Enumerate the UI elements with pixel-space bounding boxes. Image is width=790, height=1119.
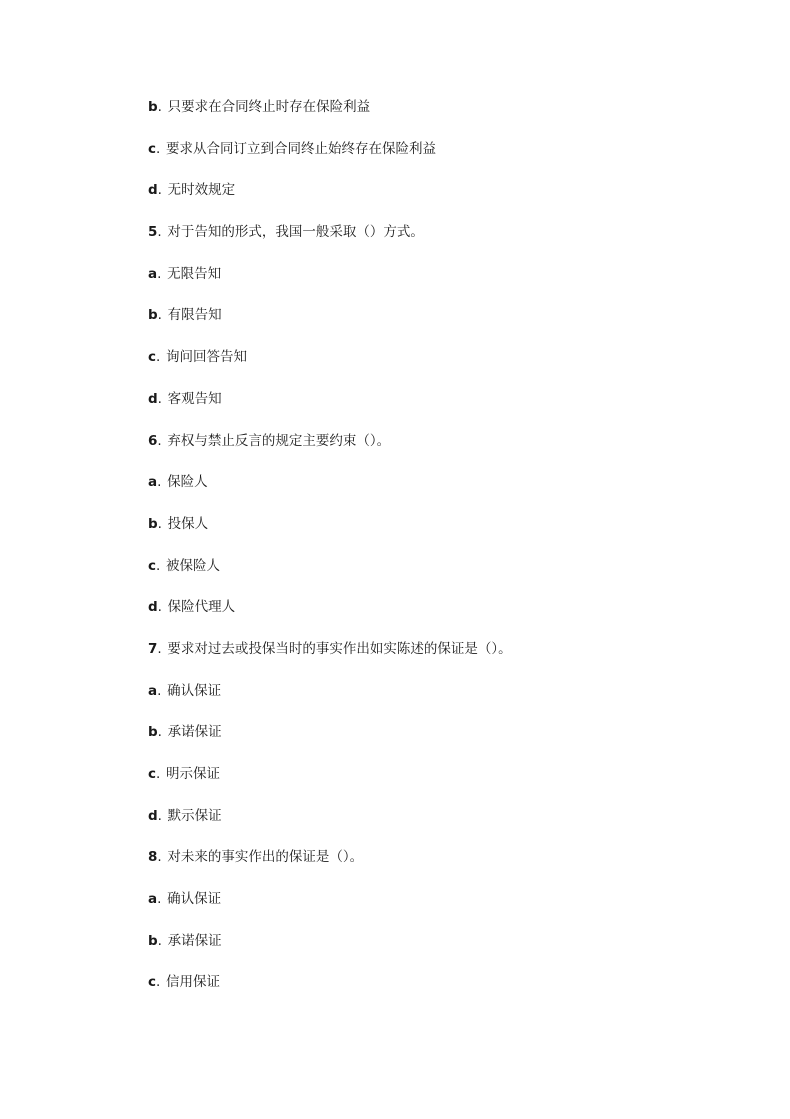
item-separator: . [157,99,162,115]
item-text: 信用保证 [166,974,221,991]
question-text: 对未来的事实作出的保证是（）。 [167,849,364,866]
item-label: d [148,390,158,407]
item-separator: . [157,224,162,241]
item-label: d [148,599,158,616]
item-text: 承诺保证 [167,724,222,741]
item-separator: . [157,390,162,407]
question-number: 8 [148,849,158,866]
item-separator: . [157,515,162,532]
item-separator: . [157,807,162,824]
item-separator: . [157,724,162,741]
item-separator: . [157,182,162,199]
item-label: c [148,766,157,782]
list-item [148,555,748,597]
list-item [148,596,748,638]
item-separator: . [157,307,162,324]
list-item [148,763,748,805]
list-item [148,304,748,346]
item-text: 询问回答告知 [166,349,248,366]
list-item [148,388,748,430]
item-label: a [148,891,158,908]
question-item [148,846,748,888]
item-separator: . [156,974,161,991]
item-separator: . [157,849,162,866]
list-item [148,346,748,388]
item-separator: . [157,432,162,449]
item-separator: . [156,766,161,782]
question-text: 弃权与禁止反言的规定主要约束（）。 [167,432,391,449]
item-text: 确认保证 [167,682,222,699]
item-separator: . [157,265,162,282]
item-separator: . [157,599,162,616]
question-item [148,430,748,472]
item-separator: . [157,640,162,657]
item-label: b [148,99,158,115]
list-item [148,179,748,221]
item-label: b [148,724,158,741]
item-label: c [148,974,157,991]
item-label: c [148,349,157,366]
item-separator: . [157,682,162,699]
item-text: 只要求在合同终止时存在保险利益 [167,99,371,115]
list-item [148,263,748,305]
item-text: 明示保证 [166,766,221,782]
item-text: 默示保证 [167,807,222,824]
item-text: 客观告知 [167,390,222,407]
item-text: 有限告知 [167,307,222,324]
list-item [148,930,748,972]
item-separator: . [156,140,161,157]
question-text: 要求对过去或投保当时的事实作出如实陈述的保证是（）。 [167,640,512,657]
question-text: 对于告知的形式，我国一般采取（）方式。 [167,224,424,241]
item-text: 被保险人 [166,557,221,574]
item-separator: . [157,891,162,908]
question-number: 6 [148,432,158,449]
item-text: 保险代理人 [167,599,236,616]
list-item [148,96,748,138]
item-label: c [148,557,157,574]
list-item [148,721,748,763]
item-text: 无限告知 [167,265,222,282]
item-separator: . [156,557,161,574]
item-label: c [148,140,157,157]
item-text: 要求从合同订立到合同终止始终存在保险利益 [166,140,437,157]
item-label: b [148,515,158,532]
item-label: b [148,307,158,324]
question-number: 5 [148,224,158,241]
item-separator: . [156,349,161,366]
list-item [148,138,748,180]
list-item [148,680,748,722]
item-text: 确认保证 [167,891,222,908]
item-separator: . [157,932,162,949]
question-list [148,96,748,1013]
item-text: 保险人 [167,474,208,491]
question-item [148,638,748,680]
item-text: 承诺保证 [167,932,222,949]
list-item [148,513,748,555]
question-number: 7 [148,640,158,657]
list-item [148,471,748,513]
question-item [148,221,748,263]
list-item [148,888,748,930]
item-separator: . [157,474,162,491]
list-item [148,971,748,1013]
item-label: a [148,265,158,282]
item-label: a [148,682,158,699]
list-item [148,805,748,847]
item-label: d [148,182,158,199]
item-label: a [148,474,158,491]
item-text: 投保人 [167,515,209,532]
item-label: b [148,932,158,949]
item-label: d [148,807,158,824]
item-text: 无时效规定 [167,182,236,199]
